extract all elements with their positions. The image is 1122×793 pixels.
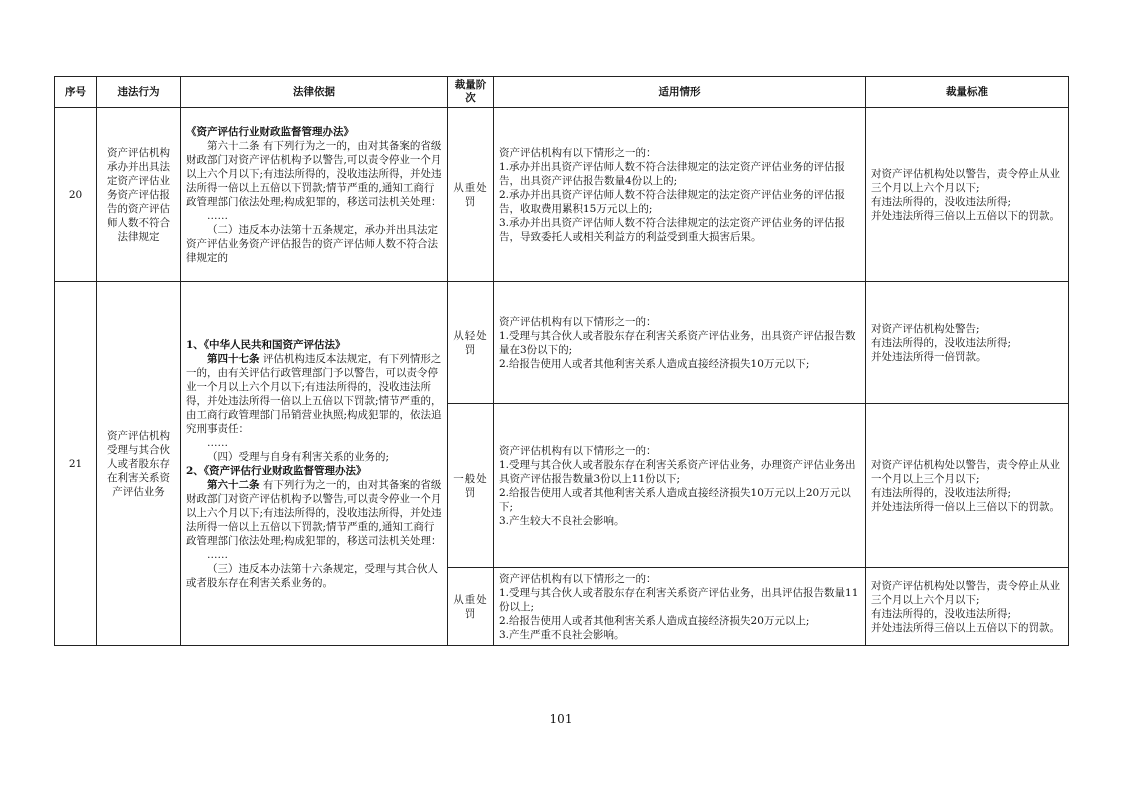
law-section bbox=[186, 464, 442, 478]
table-header-row bbox=[55, 77, 1069, 108]
applicable-situation bbox=[494, 568, 866, 646]
situation-line: 资产评估机构有以下情形之一的： bbox=[499, 315, 657, 328]
standard-line: 并处违法所得三倍以上五倍以下的罚款。 bbox=[871, 209, 1060, 222]
law-ellipsis: …… bbox=[207, 548, 228, 561]
discretion-level: 一般处罚 bbox=[448, 404, 494, 568]
law-article: 第六十二条 有下列行为之一的，由对其备案的省级财政部门对资产评估机构予以警告,可以责令停业一个月以上六个月以下;有违法所得的，没收违法所得，并处违法所得一倍以上五倍以下罚款;情节严重的,通知工商行政管理部门依法处理;构成犯罪的，移送司法机关处理： bbox=[186, 139, 442, 208]
law-ellipsis: …… bbox=[207, 209, 228, 222]
applicable-situation bbox=[494, 404, 866, 568]
article-text: 评估机构违反本法规定，有下列情形之一的，由有关评估行政管理部门予以警告，可以责令停业一个月以上六个月以下;有违法所得的，没收违法所得，并处违法所得一倍以上五倍以下罚款;情节严重的，由工商行政管理部门吊销营业执照;构成犯罪的，依法追究刑事责任： bbox=[186, 352, 442, 435]
law-ellipsis: …… bbox=[207, 436, 228, 449]
law-clause: （四）受理与自身有利害关系的业务的; bbox=[207, 450, 390, 463]
table-row bbox=[55, 282, 1069, 404]
penalty-discretion-table bbox=[54, 76, 1069, 646]
situation-line: 1.受理与其合伙人或者股东存在利害关系资产评估业务，办理资产评估业务出具资产评估报告数量3份以上11份以下; bbox=[499, 458, 856, 485]
law-section bbox=[186, 338, 442, 352]
legal-basis bbox=[181, 108, 448, 282]
article-text: 有下列行为之一的，由对其备案的省级财政部门对资产评估机构予以警告,可以责令停业一个月以上六个月以下;有违法所得的，没收违法所得，并处违法所得一倍以上五倍以下罚款;情节严重的,通知工商行政管理部门依法处理;构成犯罪的，移送司法机关处理： bbox=[186, 478, 442, 547]
standard-line: 对资产评估机构处以警告，责令停止从业三个月以上六个月以下; bbox=[871, 579, 1060, 606]
discretion-standard bbox=[866, 108, 1069, 282]
standard-line: 有违法所得的，没收违法所得; bbox=[871, 336, 1012, 349]
discretion-standard bbox=[866, 282, 1069, 404]
situation-line: 2.给报告使用人或者其他利害关系人造成直接经济损失10万元以下; bbox=[499, 357, 810, 370]
situation-line: 1.受理与其合伙人或者股东存在利害关系资产评估业务，出具资产评估报告数量在3份以下的; bbox=[499, 329, 856, 356]
discretion-level: 从轻处罚 bbox=[448, 282, 494, 404]
standard-line: 有违法所得的，没收违法所得; bbox=[871, 195, 1012, 208]
standard-line: 有违法所得的，没收违法所得; bbox=[871, 486, 1012, 499]
situation-line: 3.产生较大不良社会影响。 bbox=[499, 514, 625, 527]
section-number: 1、 bbox=[186, 338, 204, 351]
discretion-level: 从重处罚 bbox=[448, 108, 494, 282]
row-number: 21 bbox=[55, 282, 97, 646]
situation-line: 1.受理与其合伙人或者股东存在利害关系资产评估业务，出具评估报告数量11份以上; bbox=[499, 586, 859, 613]
applicable-situation bbox=[494, 108, 866, 282]
header-situation: 适用情形 bbox=[494, 77, 866, 108]
situation-line: 1.承办并出具资产评估师人数不符合法律规定的法定资产评估业务的评估报告，出具资产评估报告数量4份以上的; bbox=[499, 160, 846, 187]
row-number: 20 bbox=[55, 108, 97, 282]
violation-act: 资产评估机构受理与其合伙人或者股东存在利害关系资产评估业务 bbox=[97, 282, 181, 646]
standard-line: 并处违法所得三倍以上五倍以下的罚款。 bbox=[871, 621, 1060, 634]
situation-line: 资产评估机构有以下情形之一的： bbox=[499, 572, 657, 585]
standard-line: 对资产评估机构处警告; bbox=[871, 322, 980, 335]
discretion-standard bbox=[866, 404, 1069, 568]
law-title: 《资产评估行业财政监督管理办法》 bbox=[186, 125, 354, 138]
discretion-level: 从重处罚 bbox=[448, 568, 494, 646]
law-title: 《资产评估行业财政监督管理办法》 bbox=[203, 464, 367, 477]
article-number: 第四十七条 bbox=[207, 352, 260, 365]
law-clause: （二）违反本办法第十五条规定，承办并出具法定资产评估业务资产评估报告的资产评估师人数不符合法律规定的 bbox=[186, 223, 438, 264]
header-no: 序号 bbox=[55, 77, 97, 108]
page-number: 101 bbox=[549, 712, 573, 726]
standard-line: 并处违法所得一倍以上三倍以下的罚款。 bbox=[871, 500, 1060, 513]
header-law: 法律依据 bbox=[181, 77, 448, 108]
section-number: 2、 bbox=[186, 464, 204, 477]
standard-line: 有违法所得的，没收违法所得; bbox=[871, 607, 1012, 620]
table-row bbox=[55, 108, 1069, 282]
law-title: 《中华人民共和国资产评估法》 bbox=[203, 338, 346, 351]
discretion-standard bbox=[866, 568, 1069, 646]
article-number: 第六十二条 bbox=[207, 478, 260, 491]
situation-line: 资产评估机构有以下情形之一的： bbox=[499, 146, 657, 159]
situation-line: 2.给报告使用人或者其他利害关系人造成直接经济损失20万元以上; bbox=[499, 614, 810, 627]
header-standard: 裁量标准 bbox=[866, 77, 1069, 108]
header-act: 违法行为 bbox=[97, 77, 181, 108]
law-clause: （三）违反本办法第十六条规定，受理与其合伙人或者股东存在利害关系业务的。 bbox=[186, 562, 438, 589]
standard-line: 对资产评估机构处以警告，责令停止从业三个月以上六个月以下; bbox=[871, 167, 1060, 194]
violation-act: 资产评估机构承办并出具法定资产评估业务资产评估报告的资产评估师人数不符合法律规定 bbox=[97, 108, 181, 282]
situation-line: 3.产生严重不良社会影响。 bbox=[499, 628, 625, 641]
standard-line: 并处违法所得一倍罚款。 bbox=[871, 350, 987, 363]
law-article bbox=[186, 352, 442, 436]
situation-line: 资产评估机构有以下情形之一的： bbox=[499, 444, 657, 457]
situation-line: 2.承办并出具资产评估师人数不符合法律规定的法定资产评估业务的评估报告，收取费用累积15万元以上的; bbox=[499, 188, 846, 215]
standard-line: 对资产评估机构处以警告，责令停止从业一个月以上三个月以下; bbox=[871, 458, 1060, 485]
header-level: 裁量阶次 bbox=[448, 77, 494, 108]
situation-line: 2.给报告使用人或者其他利害关系人造成直接经济损失10万元以上20万元以下; bbox=[499, 486, 851, 513]
situation-line: 3.承办并出具资产评估师人数不符合法律规定的法定资产评估业务的评估报告，导致委托人或相关利益方的利益受到重大损害后果。 bbox=[499, 216, 846, 243]
applicable-situation bbox=[494, 282, 866, 404]
legal-basis bbox=[181, 282, 448, 646]
law-article bbox=[186, 478, 442, 548]
